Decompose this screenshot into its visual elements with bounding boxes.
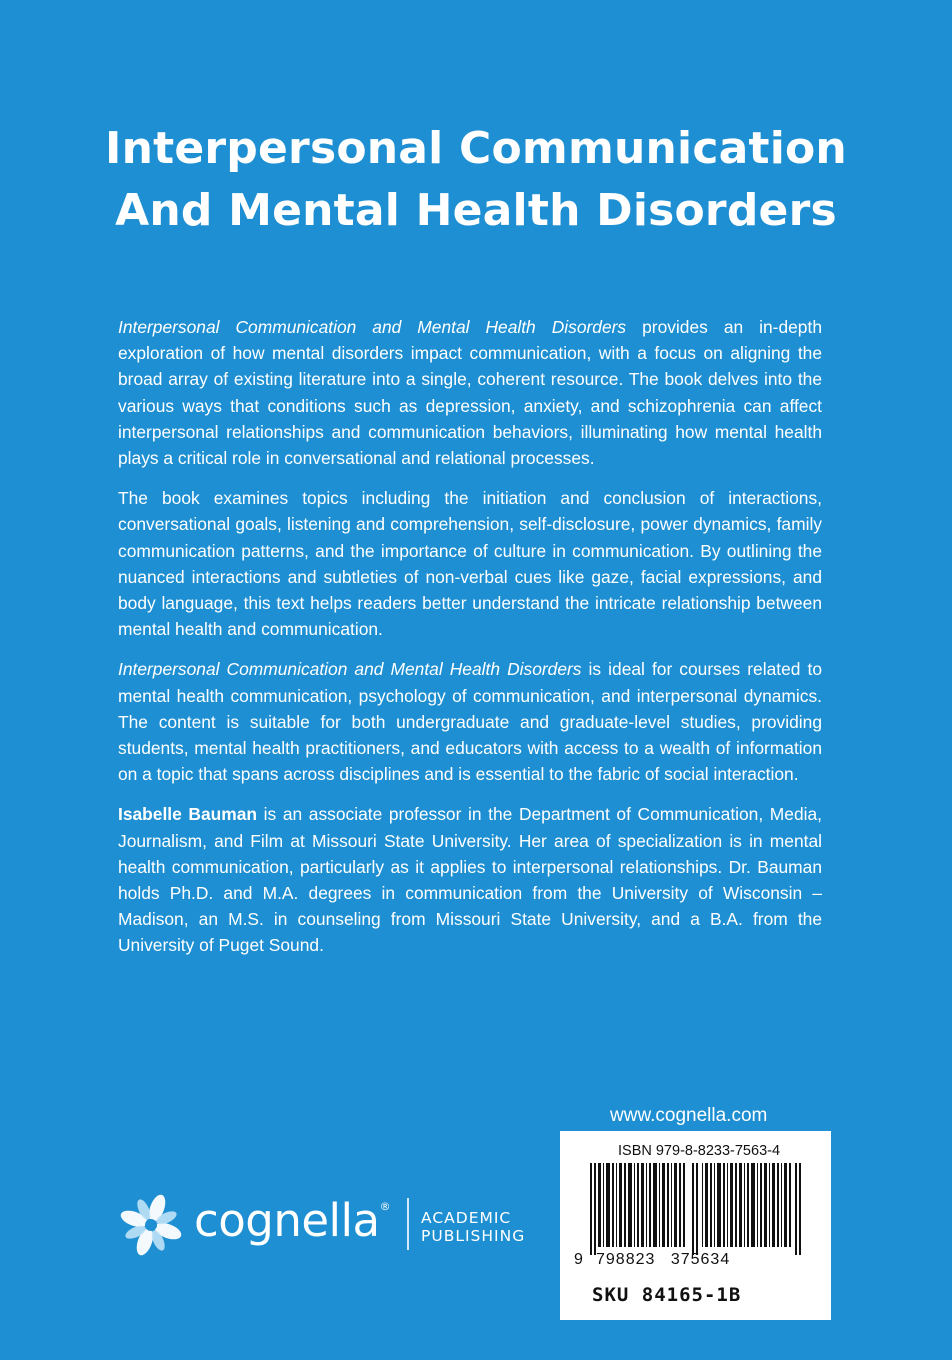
book-title-line-1: Interpersonal Communication <box>105 123 847 174</box>
book-title <box>0 118 952 242</box>
barcode-first-digit: 9 <box>574 1251 584 1268</box>
cognella-flower-icon <box>116 1190 186 1260</box>
publisher-name <box>194 1194 390 1247</box>
book-title-italic: Interpersonal Communication and Mental Health Disorders <box>118 317 627 337</box>
paragraph-text: is ideal for courses related to mental health communication, psychology of communication, and interpersonal dynamics. The content is suitable for both undergraduate and graduate-level studies, providing students, mental health practitioners, and educators with access to a wealth of information on a topic that spans across disciplines and is essential to the fabric of social interaction. <box>118 659 822 785</box>
sku-label: SKU 84165-1B <box>592 1284 742 1306</box>
description-paragraph-1 <box>118 314 822 471</box>
trademark-symbol: ® <box>379 1200 391 1213</box>
barcode-panel <box>560 1131 831 1320</box>
tagline-line-2: PUBLISHING <box>421 1227 526 1245</box>
paragraph-text: provides an in-depth exploration of how mental disorders impact communication, with a focus on aligning the broad array of existing literature into a single, coherent resource. The book delves into the various ways that conditions such as depression, anxiety, and schizophrenia can affect interpersonal relationships and communication behaviors, illuminating how mental health plays a critical role in conversational and relational processes. <box>118 317 822 469</box>
publisher-tagline <box>421 1209 525 1245</box>
book-title-line-2: And Mental Health Disorders <box>115 185 837 236</box>
paragraph-text: is an associate professor in the Department of Communication, Media, Journalism, and Film at Missouri State University. Her area of specialization is in mental health communication, particularly as it applies to interpersonal relationships. Dr. Bauman holds Ph.D. and M.A. degrees in communication from the University of Wisconsin – Madison, an M.S. in counseling from Missouri State University, and a B.A. from the University of Puget Sound. <box>118 804 823 956</box>
barcode-icon <box>590 1163 804 1255</box>
author-name: Isabelle Bauman <box>118 804 258 825</box>
book-title-italic: Interpersonal Communication and Mental Health Disorders <box>118 659 582 680</box>
back-cover-description <box>118 314 822 973</box>
publisher-logo <box>116 1190 556 1260</box>
tagline-line-1: ACADEMIC <box>421 1209 512 1227</box>
publisher-name-text: cognella <box>194 1194 380 1247</box>
logo-divider <box>407 1198 409 1250</box>
isbn-label: ISBN 979-8-8233-7563-4 <box>618 1143 781 1159</box>
description-paragraph-2: The book examines topics including the initiation and conclusion of interactions, conversational goals, listening and comprehension, self-disclosure, power dynamics, family communication patterns, and the importance of culture in communication. By outlining the nuanced interactions and subtleties of non-verbal cues like gaze, facial expressions, and body language, this text helps readers better understand the intricate relationship between mental health and communication. <box>118 488 822 640</box>
barcode-digit-groups: 798823 375634 <box>596 1251 731 1268</box>
publisher-website: www.cognella.com <box>610 1105 768 1126</box>
author-bio <box>118 801 822 958</box>
description-paragraph-3 <box>118 656 822 787</box>
